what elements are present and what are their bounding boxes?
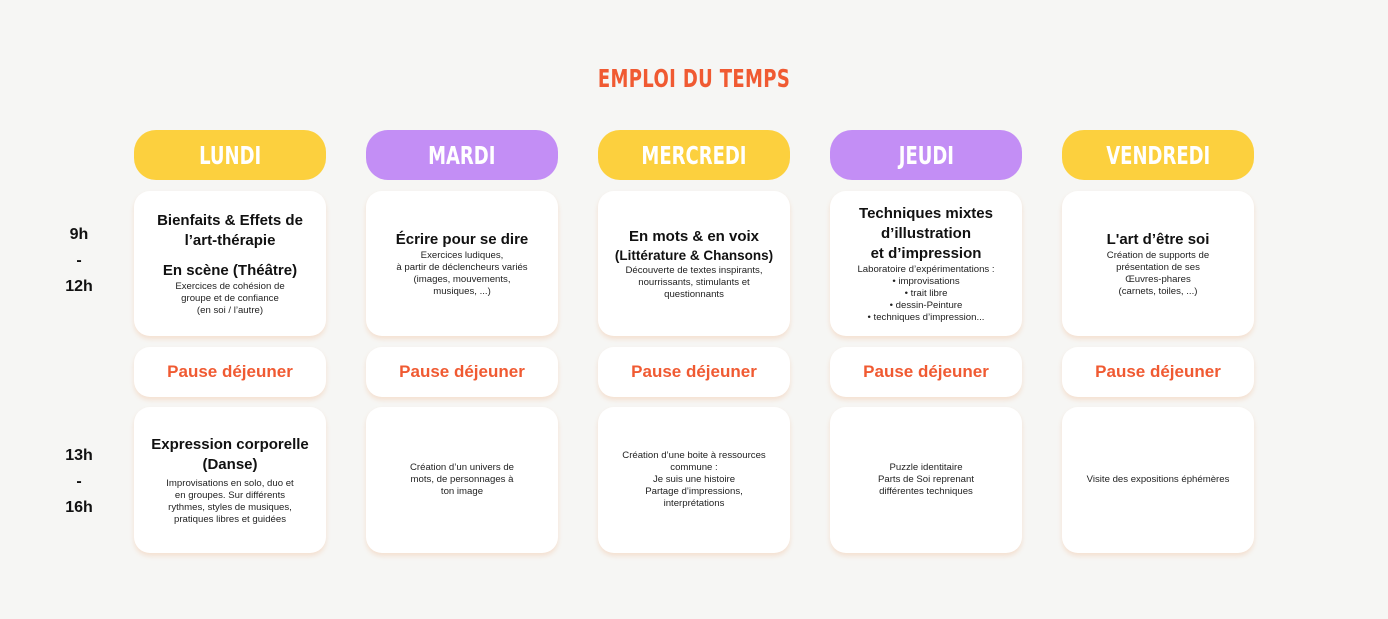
column-jeudi [830,130,1022,497]
description-line: Création d’une boite à ressources [622,450,766,461]
card-description [878,462,974,498]
day-name: VENDREDI [1105,140,1211,170]
card-heading [859,204,993,264]
morning-card-jeudi [830,191,1022,336]
pause-card-mercredi [598,347,790,397]
card-heading [396,230,529,250]
afternoon-card-vendredi [1062,407,1254,553]
description-line: (en soi / l’autre) [196,304,264,316]
card-description [1087,474,1230,486]
day-header-mercredi [598,130,790,180]
morning-end-time: 12h [65,278,93,295]
description-line: Création de supports de [1106,249,1210,261]
column-vendredi [1062,130,1254,485]
day-header-vendredi [1062,130,1254,180]
description-line: Puzzle identitaire [889,462,963,473]
heading-line: L'art d’être soi [1106,230,1210,248]
description-line: rythmes, styles de musiques, [168,501,292,513]
morning-card-mardi [366,191,558,336]
morning-time-separator: - [76,252,82,269]
day-name: LUNDI [198,140,262,170]
day-name: JEUDI [898,140,954,170]
card-heading [151,435,309,475]
pause-card-jeudi [830,347,1022,397]
pause-card-mardi [366,347,558,397]
heading-line: et d’impression [870,244,982,262]
bullet-item: • improvisations [892,275,960,287]
description-line: Création d’un univers de [410,462,514,473]
description-line: Partage d’impressions, [645,486,743,497]
heading-line: Techniques mixtes [859,204,993,222]
column-mardi [366,130,558,497]
card-heading [157,211,303,251]
description-line: présentation de ses [1116,261,1200,273]
description-line: commune : [670,462,718,473]
afternoon-time-range [40,443,118,521]
day-header-jeudi [830,130,1022,180]
page-title: EMPLOI DU TEMPS [597,64,791,93]
description-line: à partir de déclencheurs variés [396,261,528,273]
day-name: MERCREDI [641,140,747,170]
heading-line: (Littérature & Chansons) [614,247,774,263]
pause-card-lundi [134,347,326,397]
description-line: Improvisations en solo, duo et [166,477,294,489]
card-description [166,478,293,526]
description-line: questionnants [664,288,724,300]
description-line: ton image [440,486,484,497]
description-line: Laboratoire d’expérimentations : [857,263,995,275]
morning-start-time: 9h [69,226,89,243]
afternoon-start-time: 13h [65,447,93,464]
card-description [396,250,527,298]
description-line: Découverte de textes inspirants, [625,264,763,276]
morning-card-mercredi [598,191,790,336]
description-line: Parts de Soi reprenant [878,474,974,485]
pause-label: Pause déjeuner [863,362,989,381]
description-line: nourrissants, stimulants et [638,276,750,288]
afternoon-end-time: 16h [65,499,93,516]
description-line: Je suis une histoire [652,474,736,485]
card-description [1107,250,1209,298]
description-line: Exercices de cohésion de [175,280,285,292]
description-line: Exercices ludiques, [420,249,504,261]
description-line: Œuvres-phares [1125,273,1191,285]
day-header-mardi [366,130,558,180]
morning-time-range [40,222,118,300]
pause-label: Pause déjeuner [1095,362,1221,381]
pause-label: Pause déjeuner [631,362,757,381]
heading-line: Expression corporelle [151,435,309,453]
day-name: MARDI [428,140,496,170]
description-line: mots, de personnages à [410,474,514,485]
description-line: différentes techniques [879,486,973,497]
card-description [625,265,762,301]
afternoon-card-lundi [134,407,326,553]
description-line: pratiques libres et guidées [174,513,286,525]
heading-line: En scène (Théâtre) [162,261,298,279]
heading-line: En mots & en voix [628,227,760,245]
card-description [410,462,514,498]
card-subheading [615,247,773,265]
description-line: Visite des expositions éphémères [1086,474,1230,485]
afternoon-card-mercredi [598,407,790,553]
afternoon-card-mardi [366,407,558,553]
description-line: (images, mouvements, [413,273,511,285]
day-header-lundi [134,130,326,180]
pause-label: Pause déjeuner [167,362,293,381]
afternoon-time-separator: - [76,473,82,490]
card-heading [1107,230,1210,250]
bullet-item: • techniques d’impression... [867,311,985,323]
description-line: interprétations [663,498,725,509]
description-line: (carnets, toiles, ...) [1118,285,1198,297]
card-description [175,281,284,317]
column-mercredi [598,130,790,509]
morning-card-vendredi [1062,191,1254,336]
heading-line: Bienfaits & Effets de [157,211,303,229]
card-description [857,264,994,324]
heading-line: l’art-thérapie [184,231,276,249]
heading-line: Écrire pour se dire [395,230,529,248]
description-line: en groupes. Sur différents [174,489,286,501]
card-heading [629,227,759,247]
morning-card-lundi [134,191,326,336]
column-lundi [134,130,326,525]
pause-card-vendredi [1062,347,1254,397]
card-description [622,450,765,510]
heading-line: d’illustration [881,224,971,242]
bullet-item: • trait libre [904,287,948,299]
heading-line: (Danse) [202,455,258,473]
bullet-item: • dessin-Peinture [889,299,963,311]
afternoon-card-jeudi [830,407,1022,553]
card-subheading [163,261,297,281]
pause-label: Pause déjeuner [399,362,525,381]
description-line: groupe et de confiance [181,292,279,304]
description-line: musiques, ...) [433,285,491,297]
